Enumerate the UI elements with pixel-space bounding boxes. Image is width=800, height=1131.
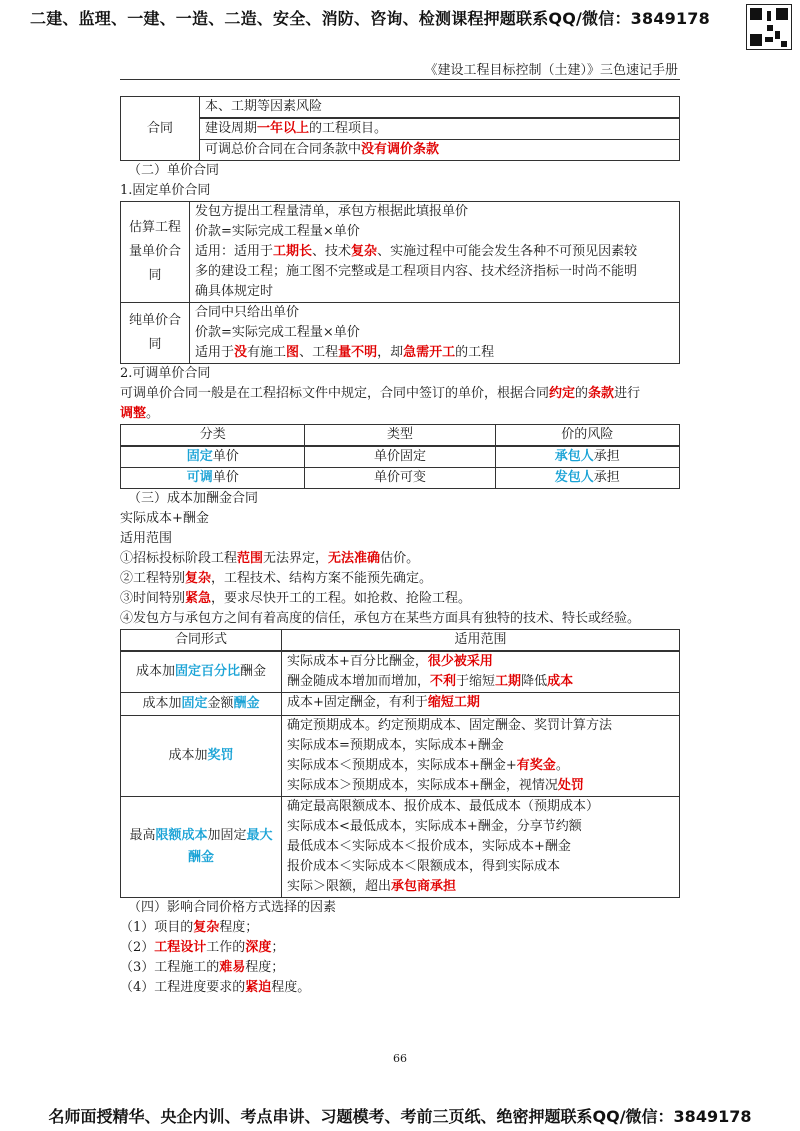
text-run: 固定百分比 — [174, 664, 240, 679]
cell-line — [287, 672, 674, 692]
text-run: 有施工 — [247, 345, 287, 360]
text-run: ； — [271, 940, 285, 955]
table-header: 合同形式 — [121, 630, 282, 652]
list-item — [120, 589, 680, 609]
text-run: 报价成本＜实际成本＜限额成本，得到实际成本 — [287, 859, 561, 874]
paragraph: 适用范围 — [120, 531, 173, 546]
table-cell — [190, 202, 680, 303]
table-cell — [495, 468, 679, 489]
text-run: 最大酬金 — [187, 828, 273, 865]
paragraph — [120, 384, 680, 404]
cell-line — [195, 343, 674, 363]
header-rule — [120, 79, 680, 80]
cell-line — [287, 652, 674, 672]
text-run: 发包人 — [554, 470, 594, 485]
text-run: 复杂 — [193, 920, 220, 935]
list-item — [120, 938, 680, 958]
text-run: （1）项目的 — [120, 920, 194, 935]
text-run: 、技术 — [312, 244, 352, 259]
table-header: 分类 — [121, 425, 305, 447]
text-run: 发包方提出工程量清单，承包方根据此填报单价 — [195, 204, 469, 219]
text-run: 价款=实际完成工程量×单价 — [195, 325, 360, 340]
text-run: 急需开工 — [403, 345, 456, 360]
text-run: ，工程技术、结构方案不能预先确定。 — [211, 571, 433, 586]
text-run: 适用于 — [195, 345, 235, 360]
table-row — [121, 693, 680, 716]
cell-line — [287, 817, 674, 837]
table-header: 类型 — [305, 425, 495, 447]
text-run: 单价 — [212, 449, 239, 464]
text-run: 建设周期 — [205, 121, 258, 136]
page-content — [120, 96, 680, 998]
text-run: 合同中只给出单价 — [195, 305, 300, 320]
text-run: 成本加 — [168, 748, 208, 763]
text-run: 确定最高限额成本、报价成本、最低成本（预期成本） — [287, 799, 600, 814]
text-run: 成本加 — [142, 696, 182, 711]
text-run: ，要求尽快开工的工程。如抢救、抢险工程。 — [211, 591, 472, 606]
text-run: 最高 — [129, 828, 156, 843]
cell-line — [287, 837, 674, 857]
cell-line — [287, 736, 674, 756]
text-run: 处罚 — [557, 778, 584, 793]
text-run: ④发包方与承包方之间有着高度的信任，承包方在某些方面具有独特的技术、特长或经验。 — [120, 611, 641, 626]
bottom-banner: 名师面授精华、央企内训、考点串讲、习题模考、考前三页纸、绝密押题联系QQ/微信：3849178 — [48, 1107, 752, 1126]
table-row — [200, 140, 680, 161]
text-run: 复杂 — [351, 244, 378, 259]
text-run: 最低成本＜实际成本＜报价成本，实际成本+酬金 — [287, 839, 571, 854]
table-cell — [282, 693, 680, 716]
section-subheading: 2.可调单价合同 — [120, 366, 211, 381]
text-run: 没 — [234, 345, 248, 360]
cell-line — [287, 797, 674, 817]
text-run: 可调单价合同一般是在工程招标文件中规定，合同中签订的单价，根据合同 — [120, 386, 550, 401]
cell-line — [195, 222, 674, 242]
table-cell — [282, 651, 680, 693]
text-run: 工程设计 — [154, 940, 207, 955]
list-item — [120, 609, 680, 629]
text-run: 工期 — [495, 674, 522, 689]
table-row — [121, 651, 680, 693]
text-run: 实际成本+百分比酬金， — [287, 654, 428, 669]
text-run: 的工程 — [455, 345, 495, 360]
table-header: 适用范围 — [282, 630, 680, 652]
text-run: 奖罚 — [207, 748, 234, 763]
table-row — [200, 118, 680, 140]
table-cell — [282, 716, 680, 797]
text-run: 承包商承担 — [391, 879, 457, 894]
text-run: 可调总价合同在合同条款中 — [205, 142, 362, 157]
text-run: 调整 — [120, 406, 147, 421]
fixed-unit-price-table — [120, 201, 680, 364]
section-subheading: 1.固定单价合同 — [120, 183, 211, 198]
text-run: 实际成本＜预期成本，实际成本+酬金+ — [287, 758, 517, 773]
table-row: 本、工期等因素风险 — [200, 97, 680, 119]
list-item — [120, 958, 680, 978]
page-number: 66 — [393, 1052, 407, 1065]
text-run: 估价。 — [380, 551, 420, 566]
text-run: 限额成本 — [155, 828, 208, 843]
text-run: 承担 — [593, 449, 620, 464]
text-run: 不利 — [430, 674, 457, 689]
table-label: 纯单价合同 — [121, 303, 190, 364]
text-run: 范围 — [237, 551, 264, 566]
cost-plus-table — [120, 629, 680, 898]
text-run: 紧迫 — [245, 980, 272, 995]
text-run: 程度； — [219, 920, 259, 935]
table-cell — [282, 797, 680, 898]
cell-line — [287, 857, 674, 877]
list-item — [120, 569, 680, 589]
text-run: 没有调价条款 — [361, 142, 440, 157]
text-run: 进行 — [614, 386, 641, 401]
scope-list — [120, 549, 680, 629]
table-header: 价的风险 — [495, 425, 679, 447]
cell-line — [287, 693, 674, 713]
text-run: 金额 — [207, 696, 234, 711]
text-run: 可调 — [186, 470, 213, 485]
table-label — [121, 651, 282, 693]
text-run: 承担 — [593, 470, 620, 485]
text-run: 无法准确 — [328, 551, 381, 566]
text-run: 工期长 — [273, 244, 313, 259]
text-run: 单价 — [212, 470, 239, 485]
text-run: 的工程项目。 — [309, 121, 388, 136]
text-run: ①招标投标阶段工程 — [120, 551, 238, 566]
factor-list — [120, 918, 680, 998]
text-run: 有奖金 — [516, 758, 556, 773]
header-title: 《建设工程目标控制（土建）》三色速记手册 — [424, 63, 678, 78]
cell-line — [195, 242, 674, 262]
table-cell: 单价固定 — [305, 446, 495, 468]
text-run: 多的建设工程；施工图不完整或是工程项目内容、技术经济指标一时尚不能明 — [195, 264, 638, 279]
section-heading: （三）成本加酬金合同 — [128, 491, 259, 506]
text-run: 降低 — [521, 674, 548, 689]
list-item — [120, 918, 680, 938]
text-run: 实际＞限额，超出 — [287, 879, 392, 894]
text-run: 。 — [555, 758, 569, 773]
text-run: 酬金 — [233, 696, 260, 711]
section-heading: （四）影响合同价格方式选择的因素 — [128, 900, 337, 915]
total-price-table — [120, 96, 680, 161]
text-run: 很少被采用 — [427, 654, 493, 669]
cell-line — [195, 303, 674, 323]
cell-line — [195, 323, 674, 343]
table-cell — [495, 446, 679, 468]
text-run: 缩短工期 — [427, 695, 480, 710]
text-run: 实际成本<最低成本，实际成本+酬金，分享节约额 — [287, 819, 582, 834]
cell-line — [287, 776, 674, 796]
price-risk-table — [120, 424, 680, 489]
text-run: 工作的 — [206, 940, 246, 955]
paragraph: 实际成本+酬金 — [120, 511, 209, 526]
text-run: 适用：适用于 — [195, 244, 274, 259]
table-label — [121, 693, 282, 716]
table-cell — [121, 468, 305, 489]
table-label — [121, 716, 282, 797]
text-run: 实际成本＞预期成本，实际成本+酬金，视情况 — [287, 778, 558, 793]
cell-line — [287, 877, 674, 897]
text-run: ③时间特别 — [120, 591, 186, 606]
text-run: 条款 — [588, 386, 615, 401]
text-run: 、实施过程中可能会发生各种不可预见因素较 — [377, 244, 638, 259]
cell-line — [195, 262, 674, 282]
text-run: 难易 — [219, 960, 246, 975]
text-run: （4）工程进度要求的 — [120, 980, 246, 995]
text-run: 价款=实际完成工程量×单价 — [195, 224, 360, 239]
cell-line — [287, 716, 674, 736]
text-run: 成本 — [547, 674, 574, 689]
table-row — [121, 797, 680, 898]
cell-line — [195, 202, 674, 222]
text-run: 确具体规定时 — [195, 284, 274, 299]
text-run: 酬金 — [240, 664, 267, 679]
text-run: （3）工程施工的 — [120, 960, 220, 975]
qr-code — [746, 4, 792, 50]
text-run: ，却 — [377, 345, 404, 360]
text-run: 酬金随成本增加而增加， — [287, 674, 431, 689]
text-run: 复杂 — [185, 571, 212, 586]
text-run: 程度。 — [271, 980, 311, 995]
table-label — [121, 797, 282, 898]
text-run: 紧急 — [185, 591, 212, 606]
cell-line — [287, 756, 674, 776]
text-run: ②工程特别 — [120, 571, 186, 586]
list-item — [120, 978, 680, 998]
text-run: 量不明 — [338, 345, 378, 360]
table-row — [121, 716, 680, 797]
text-run: 。 — [146, 406, 160, 421]
text-run: 无法界定， — [263, 551, 329, 566]
text-run: 成本加 — [135, 664, 175, 679]
table-cell — [121, 446, 305, 468]
text-run: 承包人 — [554, 449, 594, 464]
paragraph — [120, 404, 680, 424]
section-heading: （二）单价合同 — [128, 163, 220, 178]
text-run: 固定 — [181, 696, 208, 711]
list-item — [120, 549, 680, 569]
text-run: 固定 — [186, 449, 213, 464]
text-run: 深度 — [245, 940, 272, 955]
text-run: 成本+固定酬金，有利于 — [287, 695, 428, 710]
table-cell — [190, 303, 680, 364]
text-run: （2） — [120, 940, 155, 955]
text-run: 约定 — [549, 386, 576, 401]
text-run: 程度； — [245, 960, 285, 975]
text-run: 确定预期成本。约定预期成本、固定酬金、奖罚计算方法 — [287, 718, 613, 733]
text-run: 加固定 — [207, 828, 247, 843]
top-banner: 二建、监理、一建、一造、二造、安全、消防、咨询、检测课程押题联系QQ/微信：3849178 — [30, 9, 710, 28]
text-run: 图 — [286, 345, 300, 360]
text-run: 于缩短 — [456, 674, 496, 689]
text-run: 的 — [575, 386, 589, 401]
table-cell: 单价可变 — [305, 468, 495, 489]
table-label: 合同 — [121, 97, 200, 161]
table-label: 估算工程量单价合同 — [121, 202, 190, 303]
text-run: 一年以上 — [257, 121, 310, 136]
text-run: 、工程 — [299, 345, 339, 360]
text-run: 实际成本=预期成本，实际成本+酬金 — [287, 738, 504, 753]
cell-line — [195, 282, 674, 302]
